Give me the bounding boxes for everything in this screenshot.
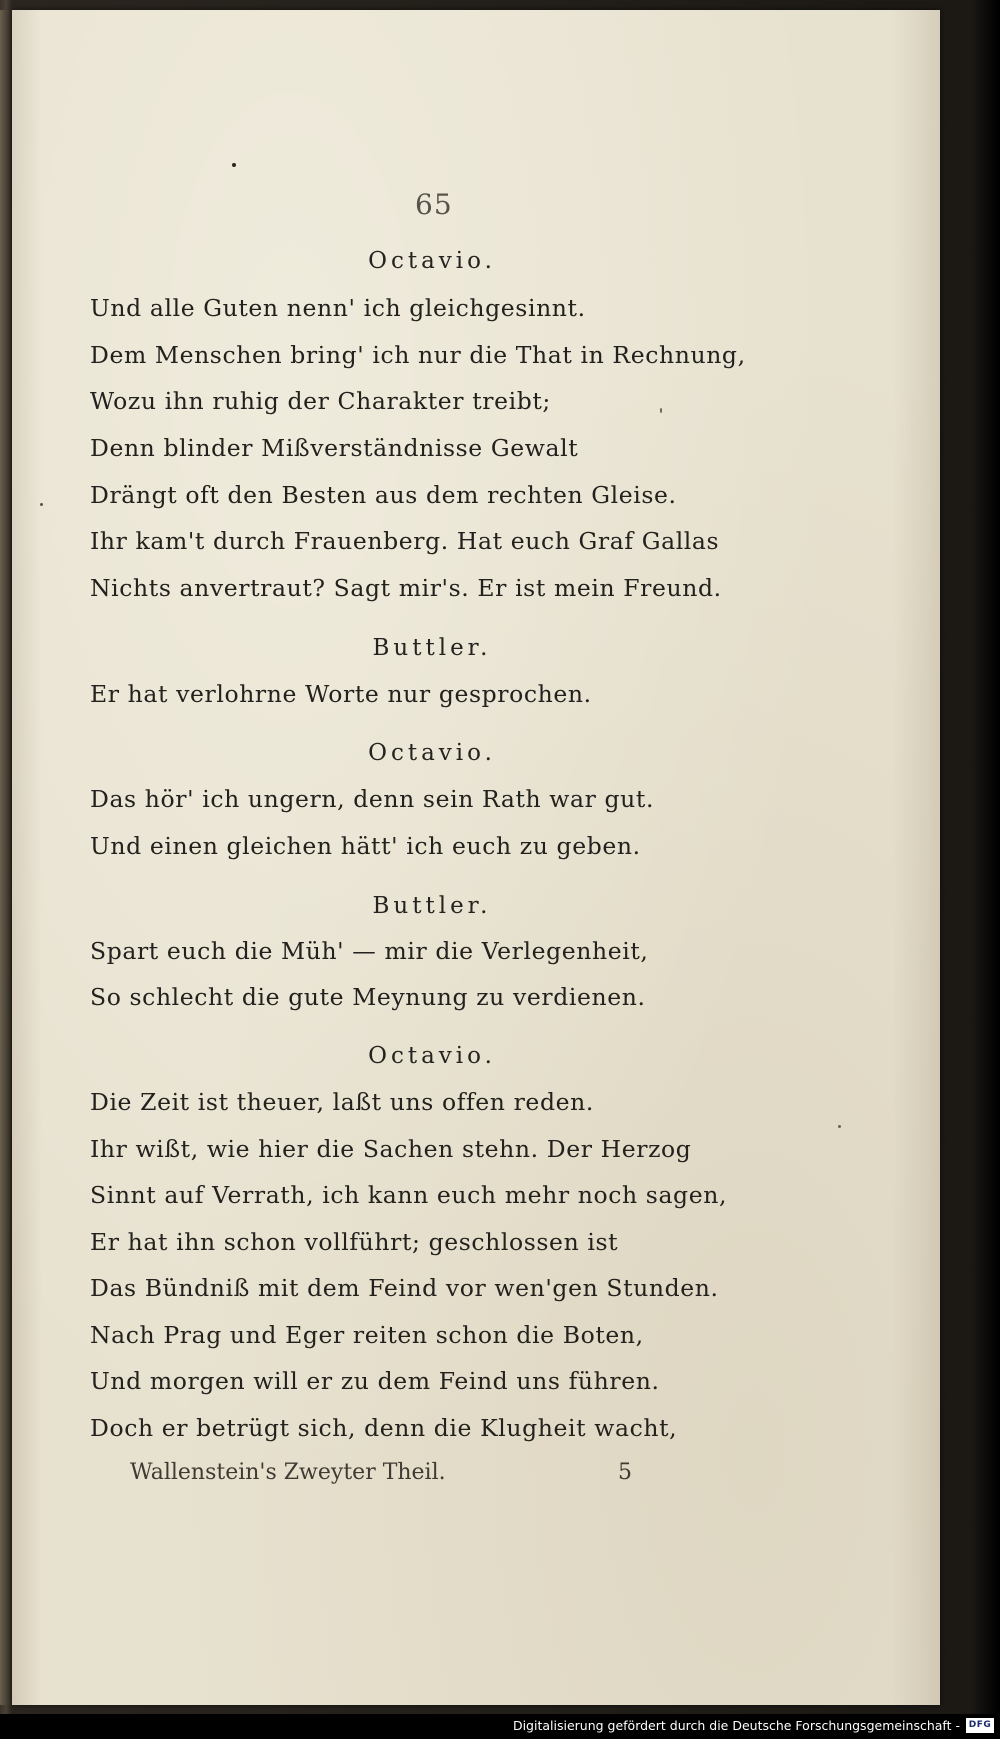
page-number: 65: [415, 188, 453, 221]
running-footer: Wallenstein's Zweyter Theil.: [130, 1460, 446, 1485]
speaker-heading: Buttler.: [372, 893, 492, 919]
ink-speck: [838, 1125, 841, 1128]
verse-line: Die Zeit ist theuer, laßt uns offen reden.: [90, 1088, 594, 1116]
book-page: [12, 10, 940, 1705]
dfg-logo-icon: DFG: [966, 1718, 994, 1733]
verse-line: Spart euch die Müh' — mir die Verlegenheit,: [90, 937, 649, 965]
book-spine-edge: [0, 10, 10, 1705]
verse-line: Nach Prag und Eger reiten schon die Boten,: [90, 1321, 644, 1349]
speaker-heading: Octavio.: [368, 1043, 496, 1069]
digitization-credit: Digitalisierung gefördert durch die Deutsche Forschungsgemeinschaft -: [512, 1718, 960, 1733]
verse-line: Und einen gleichen hätt' ich euch zu geben.: [90, 832, 641, 860]
verse-line: Ihr kam't durch Frauenberg. Hat euch Graf Gallas: [90, 527, 720, 555]
ink-speck: [660, 408, 662, 413]
verse-line: Das Bündniß mit dem Feind vor wen'gen Stunden.: [90, 1274, 719, 1302]
verse-line: Ihr wißt, wie hier die Sachen stehn. Der Herzog: [90, 1135, 692, 1163]
verse-line: Dem Menschen bring' ich nur die That in Rechnung,: [90, 341, 746, 369]
ink-speck: [232, 163, 236, 167]
verse-line: Er hat verlohrne Worte nur gesprochen.: [90, 680, 592, 708]
page-text-block: [12, 10, 940, 1705]
speaker-heading: Buttler.: [372, 635, 492, 661]
sheet-signature: 5: [618, 1460, 632, 1485]
digitization-banner: [0, 1714, 1000, 1739]
verse-line: Das hör' ich ungern, denn sein Rath war gut.: [90, 785, 655, 813]
speaker-heading: Octavio.: [368, 740, 496, 766]
verse-line: Nichts anvertraut? Sagt mir's. Er ist mein Freund.: [90, 574, 722, 602]
ink-speck: [40, 503, 43, 506]
verse-line: Er hat ihn schon vollführt; geschlossen ist: [90, 1228, 619, 1256]
verse-line: Sinnt auf Verrath, ich kann euch mehr noch sagen,: [90, 1181, 728, 1209]
verse-line: Drängt oft den Besten aus dem rechten Gleise.: [90, 481, 677, 509]
verse-line: Wozu ihn ruhig der Charakter treibt;: [90, 387, 551, 415]
verse-line: Und alle Guten nenn' ich gleichgesinnt.: [90, 294, 586, 322]
verse-line: Doch er betrügt sich, denn die Klugheit wacht,: [90, 1414, 678, 1442]
speaker-heading: Octavio.: [368, 248, 496, 274]
verse-line: Denn blinder Mißverständnisse Gewalt: [90, 434, 579, 462]
verse-line: So schlecht die gute Meynung zu verdienen.: [90, 983, 646, 1011]
verse-line: Und morgen will er zu dem Feind uns führen.: [90, 1367, 660, 1395]
